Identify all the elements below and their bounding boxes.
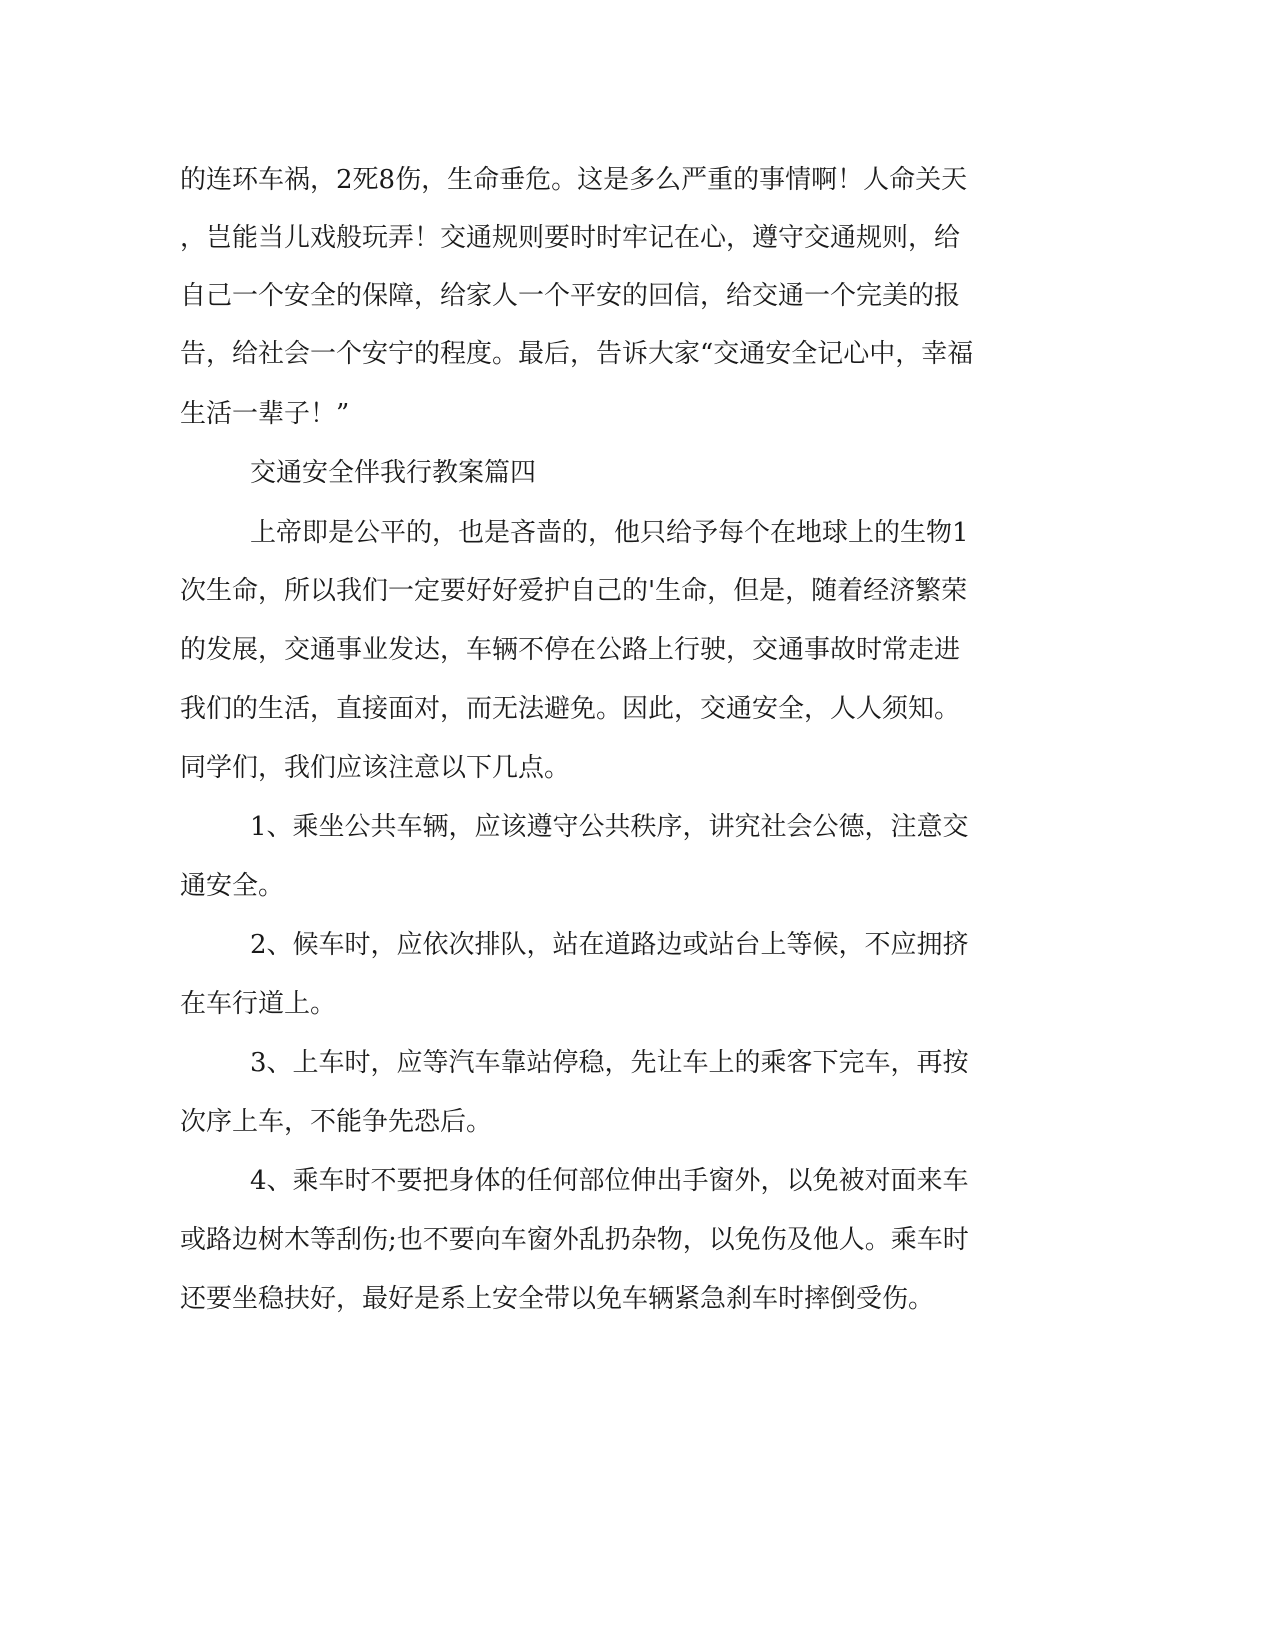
text-line: 3、上车时，应等汽车靠站停稳，先让车上的乘客下完车，再按 bbox=[250, 1048, 969, 1078]
text-line: 或路边树木等刮伤;也不要向车窗外乱扔杂物，以免伤及他人。乘车时 bbox=[180, 1225, 969, 1255]
text-line: 通安全。 bbox=[180, 871, 285, 901]
text-line: 2、候车时，应依次排队，站在道路边或站台上等候，不应拥挤 bbox=[250, 930, 969, 960]
text-line: 告，给社会一个安宁的程度。最后，告诉大家“交通安全记心中，幸福 bbox=[180, 339, 974, 369]
text-line: 1、乘坐公共车辆，应该遵守公共秩序，讲究社会公德，注意交 bbox=[250, 812, 969, 842]
text-line: 还要坐稳扶好，最好是系上安全带以免车辆紧急刹车时摔倒受伤。 bbox=[180, 1284, 935, 1314]
text-line: 的连环车祸，2死8伤，生命垂危。这是多么严重的事情啊！人命关天 bbox=[180, 165, 968, 195]
text-line: 4、乘车时不要把身体的任何部位伸出手窗外，以免被对面来车 bbox=[250, 1166, 969, 1196]
text-line: ，岂能当儿戏般玩弄！交通规则要时时牢记在心，遵守交通规则，给 bbox=[180, 223, 961, 253]
text-line: 在车行道上。 bbox=[180, 989, 337, 1019]
text-line: 次生命，所以我们一定要好好爱护自己的'生命，但是，随着经济繁荣 bbox=[180, 576, 968, 606]
text-line: 同学们，我们应该注意以下几点。 bbox=[180, 753, 571, 783]
text-line: 次序上车，不能争先恐后。 bbox=[180, 1107, 493, 1137]
text-line: 自己一个安全的保障，给家人一个平安的回信，给交通一个完美的报 bbox=[180, 281, 961, 311]
text-line: 上帝即是公平的，也是吝啬的，他只给予每个在地球上的生物1 bbox=[250, 518, 969, 548]
text-line: 生活一辈子！” bbox=[180, 399, 350, 429]
section-heading: 交通安全伴我行教案篇四 bbox=[250, 458, 537, 488]
text-line: 的发展，交通事业发达，车辆不停在公路上行驶，交通事故时常走进 bbox=[180, 635, 961, 665]
text-line: 我们的生活，直接面对，而无法避免。因此，交通安全，人人须知。 bbox=[180, 694, 961, 724]
